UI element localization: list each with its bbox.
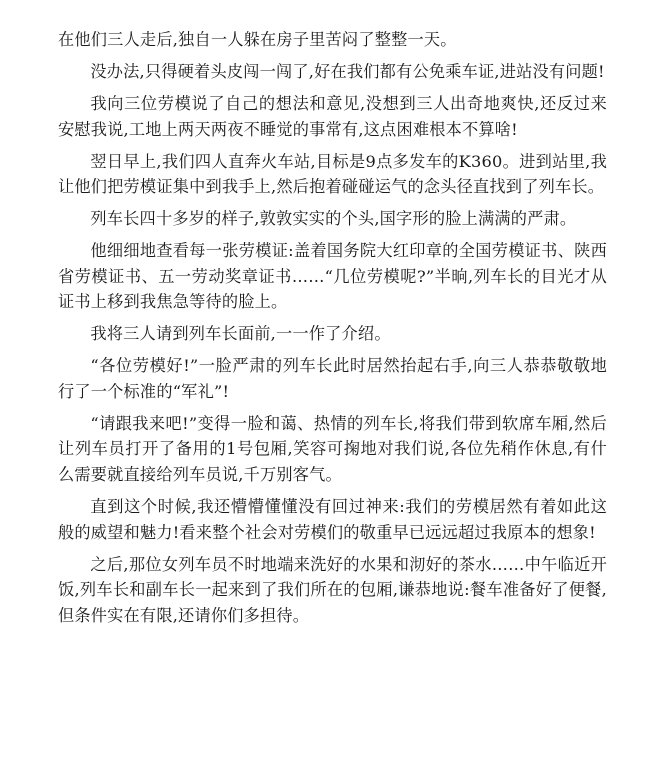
paragraph-10: 直到这个时候,我还懵懵懂懂没有回过神来:我们的劳模居然有着如此这般的威望和魅力!看来整个社会对劳模们的敬重早已远远超过我原本的想象!	[58, 497, 607, 542]
paragraph-8: “各位劳模好!”一脸严肃的列车长此时居然抬起右手,向三人恭恭敬敬地行了一个标准的“军礼”!	[58, 356, 607, 401]
paragraph-5: 列车长四十多岁的样子,敦敦实实的个头,国字形的脸上满满的严肃。	[90, 209, 577, 229]
paragraph-11: 之后,那位女列车员不时地端来洗好的水果和沏好的茶水……中午临近开饭,列车长和副车长一起来到了我们所在的包厢,谦恭地说:餐车准备好了便餐,但条件实在有限,还请你们多担待。	[58, 554, 607, 625]
paragraph-2: 没办法,只得硬着头皮闯一闯了,好在我们都有公免乘车证,进站没有问题!	[90, 61, 605, 81]
paragraph-1: 在他们三人走后,独自一人躲在房子里苦闷了整整一天。	[58, 30, 457, 49]
paragraph-3: 我向三位劳模说了自己的想法和意见,没想到三人出奇地爽快,还反过来安慰我说,工地上两天两夜不睡觉的事常有,这点困难根本不算啥!	[58, 93, 607, 139]
paragraph-6: 他细细地查看每一张劳模证:盖着国务院大红印章的全国劳模证书、陕西省劳模证书、五一劳动奖章证书……“几位劳模呢?”半晌,列车长的目光才从证书上移到我焦急等待的脸上。	[58, 241, 607, 312]
paragraph-9: “请跟我来吧!”变得一脸和蔼、热情的列车长,将我们带到软席车厢,然后让列车员打开了备用的1号包厢,笑容可掬地对我们说,各位先稍作休息,有什么需要就直接给列车员说,千万别客气。	[58, 413, 607, 485]
paragraph-7: 我将三人请到列车长面前,一一作了介绍。	[90, 324, 391, 344]
paragraph-4: 翌日早上,我们四人直奔火车站,目标是9点多发车的K360。进到站里,我让他们把劳模证集中到我手上,然后抱着碰碰运气的念头径直找到了列车长。	[58, 151, 607, 197]
